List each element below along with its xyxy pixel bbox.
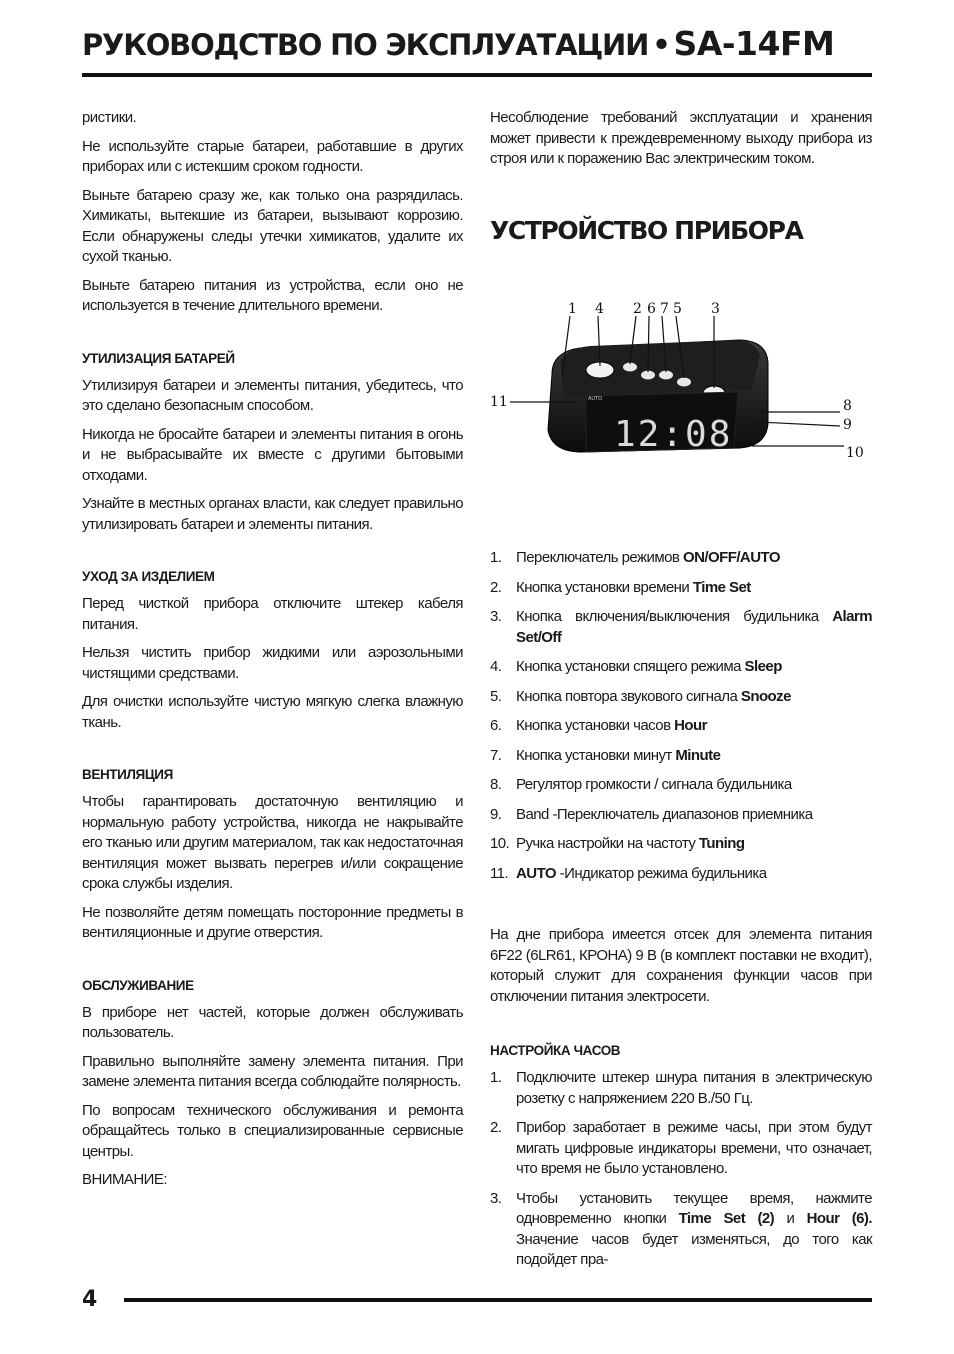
part-item-2: 2. Кнопка установки времени Time Set [490, 578, 751, 596]
warning-paragraph: Несоблюдение требований эксплуатации и хранения может привести к преждевременному выходу прибора из строя или к поражению Вас электрическим током. [490, 109, 872, 167]
intro-p3: Выньте батарею сразу же, как только она разрядилась. Химикаты, вытекшие из батареи, вызывают коррозию. Если обнаружены следы утечки химикатов, удалите их сухой тканью. [82, 186, 463, 265]
manual-title-text: РУКОВОДСТВО ПО ЭКСПЛУАТАЦИИ [82, 28, 649, 62]
title-separator: • [652, 28, 670, 62]
intro-p2: Не используйте старые батареи, работавшие в других приборах или с истекшим сроком годности. [82, 137, 463, 175]
part-item-11: 11. AUTO -Индикатор режима будильника [490, 864, 767, 882]
part-item-4: 4. Кнопка установки спящего режима Sleep [490, 658, 782, 675]
setup-step-3: 3. Чтобы установить текущее время, нажмите одновременно кнопки Time Set (2) и Hour (6). Значение часов будет изменяться, до того как подойдет пра- [490, 1189, 872, 1268]
service-p2: Правильно выполняйте замену элемента питания. При замене элемента питания всегда соблюдайте полярность. [82, 1052, 463, 1090]
callout-4: 4 [595, 301, 604, 317]
part-item-10: 10. Ручка настройки на частоту Tuning [490, 835, 745, 852]
part-item-3: 3. Кнопка включения/выключения будильника Alarm Set/Off [490, 608, 872, 646]
service-p3: По вопросам технического обслуживания и ремонта обращайтесь только в специализированные сервисные центры. [82, 1101, 463, 1160]
recycling-p3: Узнайте в местных органах власти, как следует правильно утилизировать батареи и элементы питания. [82, 495, 463, 533]
callout-6: 6 [647, 301, 656, 317]
callout-11: 11 [490, 394, 508, 410]
intro-p4: Выньте батарею питания из устройства, если оно не используется в течение длительного времени. [82, 276, 463, 314]
clock-radio-illustration [490, 296, 872, 470]
care-heading: УХОД ЗА ИЗДЕЛИЕМ [82, 569, 215, 584]
display-time: 12:08 [614, 414, 733, 455]
part-item-1: 1. Переключатель режимов ON/OFF/AUTO [490, 549, 780, 566]
part-item-8: 8. Регулятор громкости / сигнала будильника [490, 776, 792, 793]
service-p1: В приборе нет частей, которые должен обслуживать пользователь. [82, 1003, 463, 1041]
clock-setup-steps [490, 1068, 872, 1271]
ventilation-p2: Не позволяйте детям помещать посторонние предметы в вентиляционные и другие отверстия. [82, 903, 463, 941]
setup-step-2: 2. Прибор заработает в режиме часы, при этом будут мигать цифровые индикаторы времени, что означает, что время не было установлено. [490, 1119, 872, 1177]
page-number: 4 [82, 1287, 98, 1312]
callout-9: 9 [843, 417, 852, 433]
right-column [490, 108, 872, 245]
header-rule [82, 73, 872, 77]
device-diagram [490, 296, 872, 470]
callout-8: 8 [843, 398, 852, 414]
auto-indicator-label: AUTO [588, 396, 603, 402]
callout-5: 5 [673, 301, 682, 317]
page-header [82, 24, 872, 65]
service-heading: ОБСЛУЖИВАНИЕ [82, 977, 194, 993]
ventilation-heading: ВЕНТИЛЯЦИЯ [82, 767, 173, 782]
callout-7: 7 [660, 301, 669, 317]
clock-setup-heading: НАСТРОЙКА ЧАСОВ [490, 1043, 621, 1058]
service-warning: ВНИМАНИЕ: [82, 1171, 167, 1188]
parts-list [490, 548, 872, 884]
callout-2: 2 [633, 301, 642, 317]
model-name: SA-14FM [673, 24, 835, 63]
right-lower [490, 548, 872, 1280]
part-item-5: 5. Кнопка повтора звукового сигнала Snooze [490, 687, 791, 705]
care-p3: Для очистки используйте чистую мягкую слегка влажную ткань. [82, 693, 463, 731]
ventilation-p1: Чтобы гарантировать достаточную вентиляцию и нормальную работу устройства, никогда не накрывайте его тканью или другим материалом, так как недостаточная вентиляция может вызвать перегрев и/или сокращение срока службы изделия. [82, 793, 463, 892]
recycling-p1: Утилизируя батареи и элементы питания, убедитесь, что это сделано безопасным способом. [82, 376, 463, 414]
footer-rule [124, 1298, 872, 1302]
callout-3: 3 [711, 301, 720, 317]
device-heading: УСТРОЙСТВО ПРИБОРА [490, 215, 803, 245]
left-column [82, 108, 463, 1199]
part-item-7: 7. Кнопка установки минут Minute [490, 746, 721, 764]
callout-1: 1 [568, 301, 577, 317]
part-item-6: 6. Кнопка установки часов Hour [490, 717, 707, 734]
care-p2: Нельзя чистить прибор жидкими или аэрозольными чистящими средствами. [82, 644, 463, 682]
manual-title [82, 24, 872, 65]
care-p1: Перед чисткой прибора отключите штекер кабеля питания. [82, 595, 463, 633]
part-item-9: 9. Band -Переключатель диапазонов приемника [490, 805, 813, 823]
callout-10: 10 [846, 445, 864, 461]
recycling-heading: УТИЛИЗАЦИЯ БАТАРЕЙ [82, 350, 235, 366]
battery-note: На дне прибора имеется отсек для элемента питания 6F22 (6LR61, КРОНА) 9 В (в комплект поставки не входит), который служит для сохранения функции часов при отключении питания электросети. [490, 926, 872, 1005]
setup-step-1: 1. Подключите штекер шнура питания в электрическую розетку с напряжением 220 В./50 Гц. [490, 1069, 872, 1107]
intro-p1: ристики. [82, 109, 137, 126]
recycling-p2: Никогда не бросайте батареи и элементы питания в огонь и не выбрасывайте их вместе с другими бытовыми отходами. [82, 425, 463, 484]
